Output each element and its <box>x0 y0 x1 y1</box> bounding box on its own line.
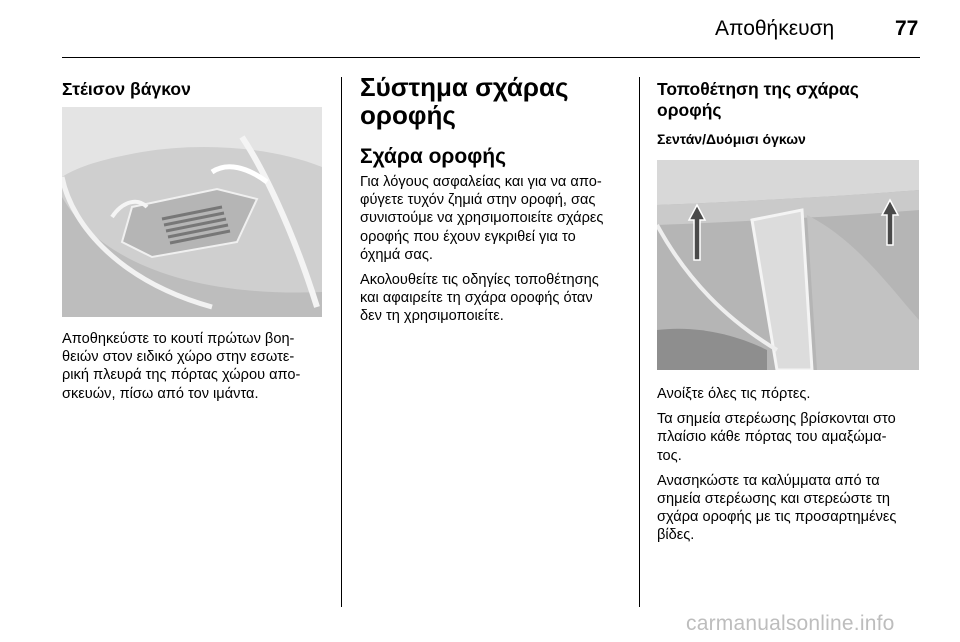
door-frame-illustration <box>657 160 919 370</box>
open-doors-paragraph: Ανοίξτε όλες τις πόρτες. <box>657 386 811 402</box>
page-number: 77 <box>895 17 919 40</box>
column-left <box>62 79 332 100</box>
watermark-logo[interactable]: carmanualsonline.info <box>686 612 895 635</box>
column-divider-2 <box>639 77 640 607</box>
roof-rack-instructions-paragraph: Ακολουθείτε τις οδηγίες τοποθέτησης και αφαιρείτε τη σχάρα οροφής όταν δεν τη χρησιμοποιείτε. <box>360 272 599 325</box>
column-right <box>657 79 927 148</box>
column-left-text <box>62 330 332 403</box>
column-right-text <box>657 385 932 545</box>
subheading-roof-rack: Σχάρα οροφής <box>360 145 506 168</box>
header-rule <box>62 57 920 58</box>
fix-roof-rack-paragraph: Ανασηκώστε τα καλύμματα από τα σημεία στερέωσης και στερεώστε τη σχάρα οροφής με τις προσαρτημένες βίδες. <box>657 472 897 544</box>
mounting-points-location-paragraph: Τα σημεία στερέωσης βρίσκονται στο πλαίσιο κάθε πόρτας του αμαξώμα- τος. <box>657 411 896 464</box>
section-heading-fitting-roof-rack: Τοποθέτηση της σχάρας οροφής <box>657 79 859 120</box>
chapter-title-roof-rack-system: Σύστημα σχάρας οροφής <box>360 72 569 130</box>
first-aid-kit-paragraph: Αποθηκεύστε το κουτί πρώτων βοη- θειών στον ειδικό χώρο στην εσωτε- ρική πλευρά της πόρτας χώρου απο- σκευών, πίσω από τον ιμάντα. <box>62 331 301 402</box>
running-header-title: Αποθήκευση <box>715 17 835 40</box>
first-aid-kit-figure <box>62 107 322 317</box>
tailgate-interior-illustration <box>62 107 322 317</box>
column-middle <box>360 73 632 326</box>
roof-rack-safety-paragraph: Για λόγους ασφαλείας και για να απο- φύγετε τυχόν ζημιά στην οροφή, σας συνιστούμε να χρησιμοποιείτε σχάρες οροφής που έχουν εγκριθεί για το όχημά σας. <box>360 174 604 263</box>
column-divider-1 <box>341 77 342 607</box>
subheading-sedan-hatchback: Σεντάν/Δυόμισι όγκων <box>657 131 806 147</box>
roof-rack-mounting-points-figure <box>657 160 919 370</box>
section-heading-estate: Στέισον βάγκον <box>62 79 191 99</box>
